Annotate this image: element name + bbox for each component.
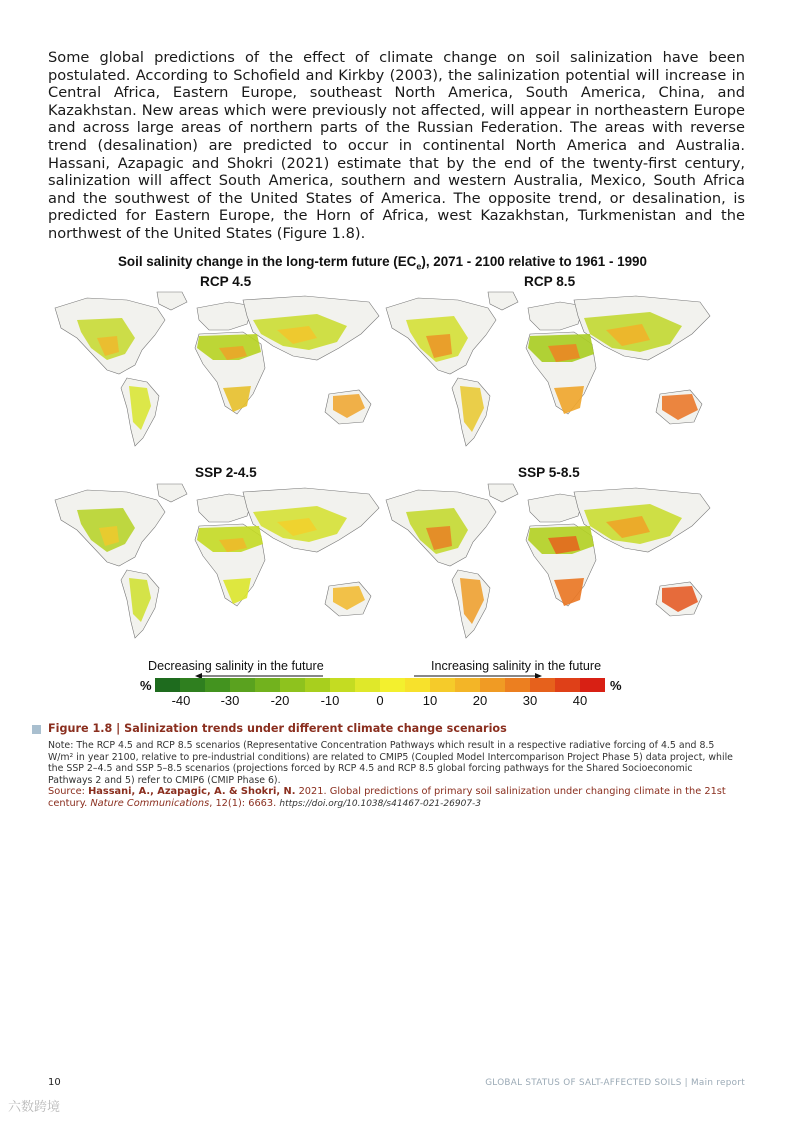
panel-label-rcp85: RCP 8.5: [524, 274, 576, 289]
world-map-rcp85: [378, 290, 718, 458]
legend-tick: 40: [572, 693, 588, 708]
colorbar-swatch: [505, 678, 530, 692]
figure-caption-title: Figure 1.8 | Salinization trends under different climate change scenarios: [48, 722, 507, 735]
figure-title: Soil salinity change in the long-term future $(EC_e)$, 2071 - 2100 relative to 1961 - 1990: [118, 254, 647, 272]
colorbar-swatch: [155, 678, 180, 692]
footer-running-title: GLOBAL STATUS OF SALT-AFFECTED SOILS | Main report: [485, 1078, 745, 1088]
colorbar-swatch: [330, 678, 355, 692]
colorbar-swatch: [180, 678, 205, 692]
page-number: 10: [48, 1077, 61, 1088]
legend-colorbar: [155, 678, 605, 692]
legend-tick: -20: [270, 693, 290, 708]
colorbar-swatch: [430, 678, 455, 692]
colorbar-swatch: [405, 678, 430, 692]
panel-label-ssp245: SSP 2-4.5: [195, 465, 257, 480]
source-journal: Nature Communications: [90, 798, 210, 810]
watermark-logo: 六数跨境: [8, 1100, 61, 1115]
colorbar-swatch: [380, 678, 405, 692]
colorbar-swatch: [230, 678, 255, 692]
legend-tick: -40: [171, 693, 191, 708]
legend-unit-right: %: [610, 678, 622, 693]
colorbar-swatch: [280, 678, 305, 692]
colorbar-swatch: [580, 678, 605, 692]
figure-note: Note: The RCP 4.5 and RCP 8.5 scenarios (Representative Concentration Pathways which result in a respective radiative forcing of 4.5 and 8.5 W/m² in year 2100, relative to pre-industrial conditions) are related to CMIP5 (Coupled Model Intercomparison Project Phase 5) data project, while the SSP 2–4.5 and SSP 5–8.5 scenarios (projections forced by RCP 4.5 and RCP 8.5 global forcing pathways for the Shared Socioeconomic Pathways 2 and 5) refer to CMIP6 (CMIP Phase 6).: [48, 740, 733, 786]
colorbar-swatch: [480, 678, 505, 692]
world-map-rcp45: [47, 290, 387, 458]
legend-tick: 10: [422, 693, 438, 708]
legend-unit-left: %: [140, 678, 152, 693]
body-paragraph: Some global predictions of the effect of climate change on soil salinization have been postulated. According to Schofield and Kirkby (2003), the salinization potential will increase in Central Africa, Eastern Europe, southeast North America, South America, China, and Kazakhstan. New areas which were previously not affected, will appear in northeastern Europe and across large areas of northern parts of the Russian Federation. The areas with reverse trend (desalination) are predicted to occur in continental North America and Australia. Hassani, Azapagic and Shokri (2021) estimate that by the end of the twenty-first century, salinization will affect South America, southern and western Australia, Mexico, South Africa and the southwest of the United States of America. The opposite trend, or desalination, is predicted for Eastern Europe, the Horn of Africa, west Kazakhstan, Turkmenistan and the northwest of the United States (Figure 1.8).: [48, 49, 745, 242]
figure-source: [48, 786, 738, 810]
colorbar-swatch: [355, 678, 380, 692]
source-label: Source:: [48, 786, 89, 797]
world-map-ssp585: [378, 482, 718, 650]
colorbar-swatch: [455, 678, 480, 692]
legend-decreasing-label: Decreasing salinity in the future: [148, 659, 324, 673]
source-authors: Hassani, A., Azapagic, A. & Shokri, N.: [88, 786, 296, 797]
world-map-ssp245: [47, 482, 387, 650]
colorbar-swatch: [305, 678, 330, 692]
colorbar-swatch: [255, 678, 280, 692]
source-text: 2021. Global predictions of primary soil salinization under changing climate in the 21st century.: [48, 786, 726, 810]
colorbar-swatch: [555, 678, 580, 692]
colorbar-swatch: [205, 678, 230, 692]
panel-label-rcp45: RCP 4.5: [200, 274, 252, 289]
source-doi-link[interactable]: https://doi.org/10.1038/s41467-021-26907-3: [279, 799, 482, 810]
source-volume: , 12(1): 6663.: [209, 798, 280, 810]
legend-increasing-label: Increasing salinity in the future: [431, 659, 602, 673]
legend-tick: 30: [522, 693, 538, 708]
legend-tick: -30: [220, 693, 240, 708]
panel-label-ssp585: SSP 5-8.5: [518, 465, 580, 480]
legend-tick: 20: [472, 693, 488, 708]
legend-tick: -10: [320, 693, 340, 708]
legend-tick: 0: [376, 693, 384, 708]
colorbar-swatch: [530, 678, 555, 692]
